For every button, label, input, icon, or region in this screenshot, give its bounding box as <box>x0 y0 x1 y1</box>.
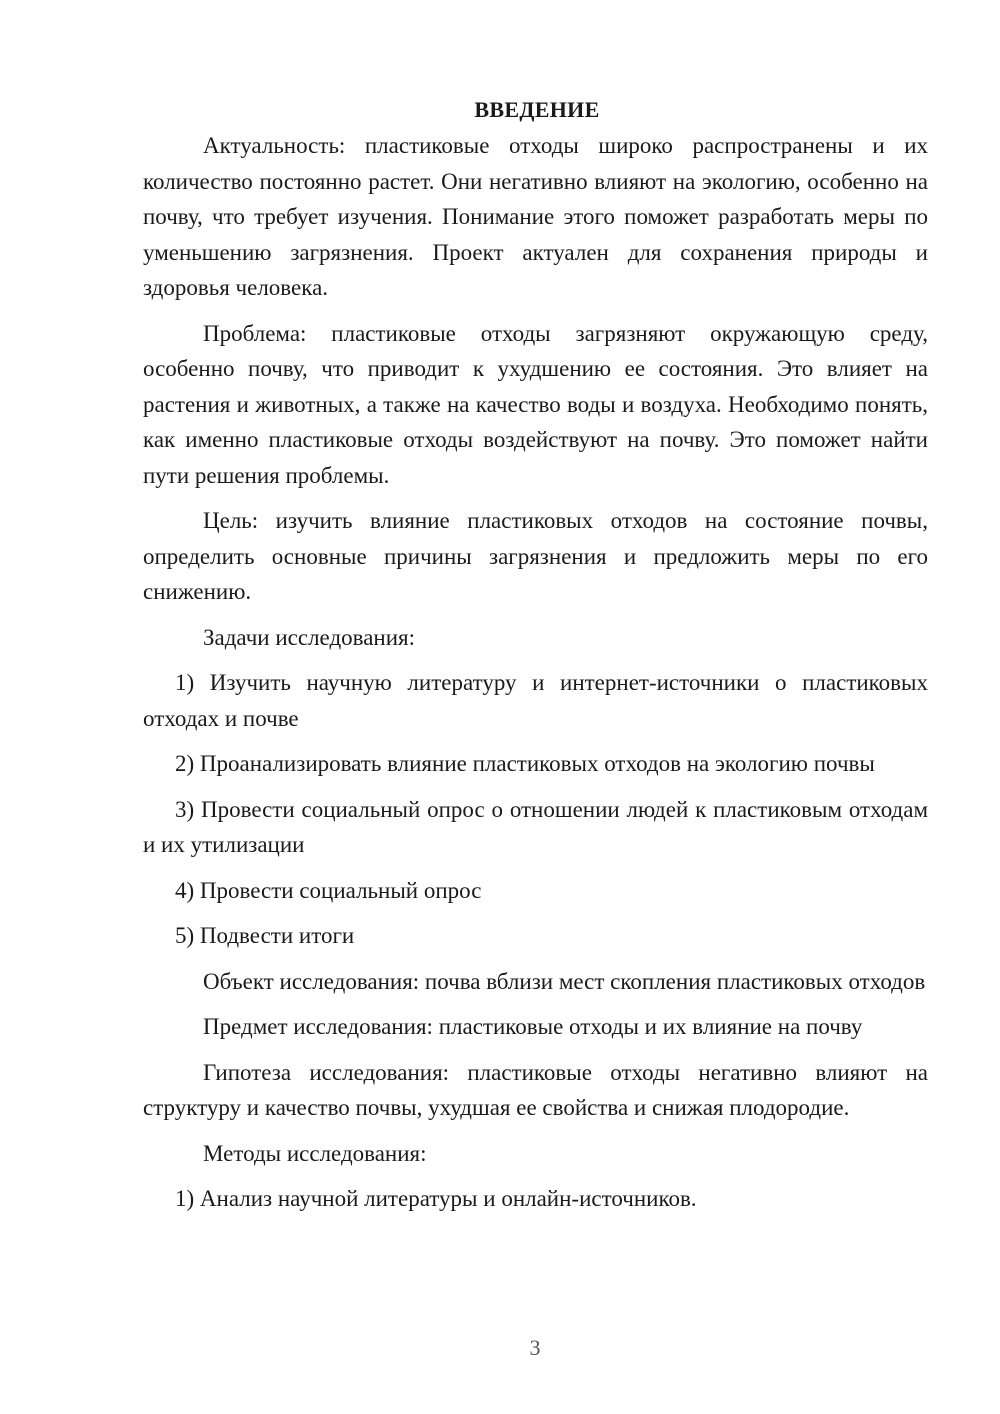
task-item-1: 1) Изучить научную литературу и интернет-источники о пластиковых отходах и почве <box>143 670 928 731</box>
page-number: 3 <box>529 1335 541 1360</box>
task-item-2: 2) Проанализировать влияние пластиковых отходов на экологию почвы <box>175 751 875 776</box>
tasks-heading: Задачи исследования: <box>203 624 416 650</box>
paragraph-subject: Предмет исследования: пластиковые отходы и их влияние на почву <box>203 1014 863 1039</box>
paragraph-goal: Цель: изучить влияние пластиковых отходов на состояние почвы, определить основные причины загрязнения и предложить меры по его снижению. <box>143 508 928 604</box>
section-title: ВВЕДЕНИЕ <box>474 97 600 122</box>
paragraph-relevance: Актуальность: пластиковые отходы широко распространены и их количество постоянно растет. Они негативно влияют на экологию, особенно на почву, что требует изучения. Понимание этого поможет разработать меры по уменьшению загрязнения. Проект актуален для сохранения природы и здоровья человека. <box>143 133 928 300</box>
paragraph-problem: Проблема: пластиковые отходы загрязняют окружающую среду, особенно почву, что приводит к ухудшению ее состояния. Это влияет на растения и животных, а также на качество воды и воздуха. Необходимо понять, как именно пластиковые отходы воздействуют на почву. Это поможет найти пути решения проблемы. <box>143 320 928 488</box>
document-page <box>143 92 928 1227</box>
paragraph-hypothesis: Гипотеза исследования: пластиковые отходы негативно влияют на структуру и качество почвы, ухудшая ее свойства и снижая плодородие. <box>143 1059 928 1120</box>
task-item-3: 3) Провести социальный опрос о отношении людей к пластиковым отходам и их утилизации <box>143 796 928 857</box>
task-item-5: 5) Подвести итоги <box>175 923 355 948</box>
paragraph-object: Объект исследования: почва вблизи мест скопления пластиковых отходов <box>203 968 926 994</box>
methods-heading: Методы исследования: <box>203 1140 427 1166</box>
method-item-1: 1) Анализ научной литературы и онлайн-источников. <box>175 1186 697 1211</box>
task-item-4: 4) Провести социальный опрос <box>175 877 482 903</box>
